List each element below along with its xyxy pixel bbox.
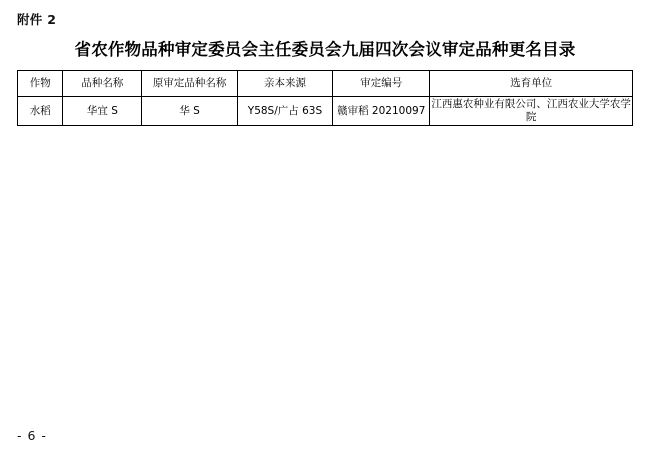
column-header-crop: 作物 (18, 71, 63, 97)
column-header-variety-name: 品种名称 (63, 71, 142, 97)
cell-parent-source: Y58S/广占 63S (237, 97, 332, 126)
table-header (18, 71, 633, 97)
cell-crop: 水稻 (18, 97, 63, 126)
column-header-breeding-unit: 选育单位 (430, 71, 633, 97)
table-row (18, 97, 633, 126)
column-header-parent-source: 亲本来源 (237, 71, 332, 97)
table-header-row (18, 71, 633, 97)
cell-variety-name: 华宜 S (63, 97, 142, 126)
catalog-table (17, 70, 633, 126)
cell-approval-code: 赣审稻 20210097 (333, 97, 430, 126)
column-header-original-variety-name: 原审定品种名称 (142, 71, 237, 97)
column-header-approval-code: 审定编号 (333, 71, 430, 97)
cell-breeding-unit: 江西惠农种业有限公司、江西农业大学农学院 (430, 97, 633, 126)
cell-original-variety-name: 华 S (142, 97, 237, 126)
catalog-table-container (17, 70, 633, 126)
page-number: - 6 - (17, 428, 47, 443)
table-body (18, 97, 633, 126)
page-title: 省农作物品种审定委员会主任委员会九届四次会议审定品种更名目录 (74, 40, 576, 59)
attachment-label: 附件 2 (17, 12, 57, 27)
